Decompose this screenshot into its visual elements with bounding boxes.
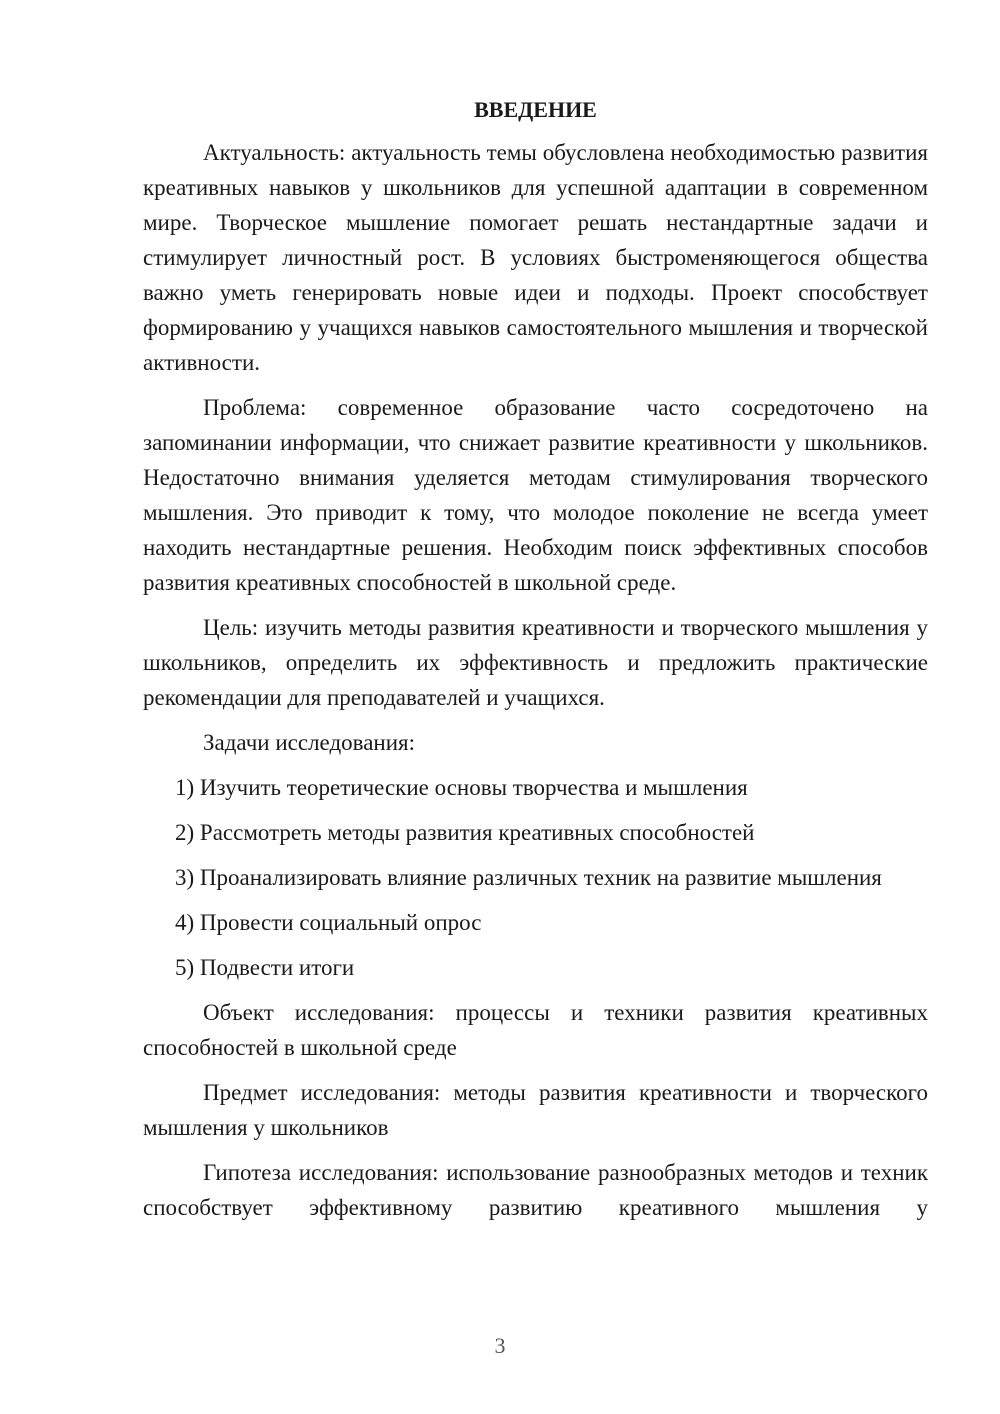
section-title: ВВЕДЕНИЕ — [474, 97, 597, 122]
paragraph-tasks-heading: Задачи исследования: — [203, 730, 416, 755]
task-item: 4) Провести социальный опрос — [175, 910, 482, 935]
document-page — [143, 95, 928, 1235]
task-list — [143, 770, 928, 985]
task-item: 1) Изучить теоретические основы творчества и мышления — [175, 775, 748, 800]
paragraph-subject: Предмет исследования: методы развития креативности и творческого мышления у школьников — [143, 1080, 928, 1140]
paragraph-goal: Цель: изучить методы развития креативности и творческого мышления у школьников, определить их эффективность и предложить практические рекомендации для преподавателей и учащихся. — [143, 615, 928, 710]
paragraph-problem: Проблема: современное образование часто сосредоточено на запоминании информации, что снижает развитие креативности у школьников. Недостаточно внимания уделяется методам стимулирования творческого мышления. Это приводит к тому, что молодое поколение не всегда умеет находить нестандартные решения. Необходим поиск эффективных способов развития креативных способностей в школьной среде. — [143, 395, 928, 595]
paragraph-relevance: Актуальность: актуальность темы обусловлена необходимостью развития креативных навыков у школьников для успешной адаптации в современном мире. Творческое мышление помогает решать нестандартные задачи и стимулирует личностный рост. В условиях быстроменяющегося общества важно уметь генерировать новые идеи и подходы. Проект способствует формированию у учащихся навыков самостоятельного мышления и творческой активности. — [143, 140, 928, 375]
paragraph-hypothesis: Гипотеза исследования: использование разнообразных методов и техник способствует эффективному развитию креативного мышления у — [143, 1160, 928, 1220]
page-number: 3 — [494, 1333, 506, 1358]
task-item: 2) Рассмотреть методы развития креативных способностей — [175, 820, 755, 845]
paragraph-object: Объект исследования: процессы и техники развития креативных способностей в школьной среде — [143, 1000, 928, 1060]
task-item: 3) Проанализировать влияние различных техник на развитие мышления — [175, 865, 882, 890]
task-item: 5) Подвести итоги — [175, 955, 355, 980]
